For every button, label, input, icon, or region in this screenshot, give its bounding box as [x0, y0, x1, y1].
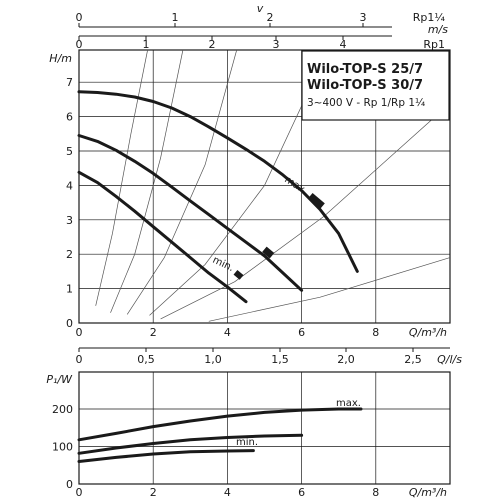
pw-y-tick-label: 0 — [66, 478, 73, 491]
system-curve-line — [209, 258, 450, 322]
hq-x-tick-label: 0 — [75, 326, 83, 339]
hq-x-axis-label: Q/m³/h — [408, 326, 447, 339]
hq-x-tick-label: 6 — [298, 326, 306, 339]
ls-tick-label: 0,5 — [137, 353, 155, 366]
system-curve-line — [96, 50, 148, 306]
speed-marker — [234, 270, 244, 280]
hq-y-tick-label: 7 — [66, 76, 73, 90]
pw-x-tick-label: 2 — [149, 486, 157, 499]
pw-x-tick-label: 0 — [75, 486, 83, 499]
v-rp114-tick-label: 3 — [359, 11, 367, 24]
v-rp1-tick-label: 2 — [208, 38, 216, 51]
v-rp1-tick-label: 1 — [142, 38, 150, 51]
pw-x-tick-label: 8 — [372, 486, 380, 499]
rp1-label: Rp1 — [423, 38, 445, 51]
hq-x-tick-label: 2 — [149, 326, 157, 339]
v-rp1-tick-label: 3 — [272, 38, 280, 51]
pw-y-tick-label: 200 — [52, 403, 73, 416]
rp114-label: Rp1¼ — [412, 11, 445, 24]
hq-min-annotation: min. — [210, 254, 236, 275]
ls-tick-label: 1,0 — [204, 353, 222, 366]
hq-x-tick-label: 8 — [372, 326, 380, 339]
v-axis-label: v — [256, 2, 264, 15]
system-curve-line — [127, 50, 237, 314]
pw-x-tick-label: 6 — [298, 486, 306, 499]
pw-y-axis-label: P₁/W — [46, 373, 72, 386]
hq-y-tick-label: 3 — [66, 213, 73, 227]
hq-y-tick-label: 5 — [66, 145, 73, 158]
pw-plot-frame — [79, 372, 450, 484]
pw-x-tick-label: 4 — [223, 486, 231, 499]
v-rp114-tick-label: 0 — [75, 11, 83, 24]
pw-power-curve-max — [79, 409, 361, 440]
ls-tick-label: 0 — [75, 353, 83, 366]
pw-min-annotation: min. — [236, 437, 259, 448]
hq-x-tick-label: 4 — [223, 326, 231, 339]
chart-title-line1: Wilo-TOP-S 25/7 — [307, 62, 424, 77]
v-rp114-tick-label: 1 — [171, 11, 179, 24]
ls-tick-label: 1,5 — [271, 353, 289, 366]
chart-title-line2: Wilo-TOP-S 30/7 — [307, 78, 424, 93]
hq-max-annotation: max. — [282, 174, 310, 198]
ls-axis-label: Q/l/s — [437, 353, 462, 366]
ls-tick-label: 2,0 — [337, 353, 355, 366]
hq-pump-curve-mid — [79, 136, 302, 291]
pw-x-axis-label: Q/m³/h — [408, 486, 447, 499]
v-rp1-tick-label: 4 — [339, 38, 347, 51]
v-rp1-tick-label: 0 — [75, 38, 83, 51]
ls-tick-label: 2,5 — [404, 353, 422, 366]
hq-pump-curve-min — [79, 172, 246, 301]
pw-y-tick-label: 100 — [52, 440, 73, 454]
hq-y-tick-label: 4 — [66, 179, 73, 193]
ms-axis-label: m/s — [427, 23, 448, 36]
hq-y-tick-label: 6 — [66, 110, 73, 124]
chart-subtitle: 3~400 V - Rp 1/Rp 1¼ — [307, 97, 426, 109]
pw-max-annotation: max. — [336, 398, 361, 409]
hq-y-axis-label: H/m — [49, 52, 72, 65]
v-rp114-tick-label: 2 — [266, 11, 274, 24]
hq-y-tick-label: 2 — [66, 248, 73, 262]
hq-y-tick-label: 0 — [66, 317, 73, 330]
hq-y-tick-label: 1 — [66, 282, 73, 296]
system-curve-line — [111, 50, 183, 313]
system-curve-line — [150, 82, 313, 315]
